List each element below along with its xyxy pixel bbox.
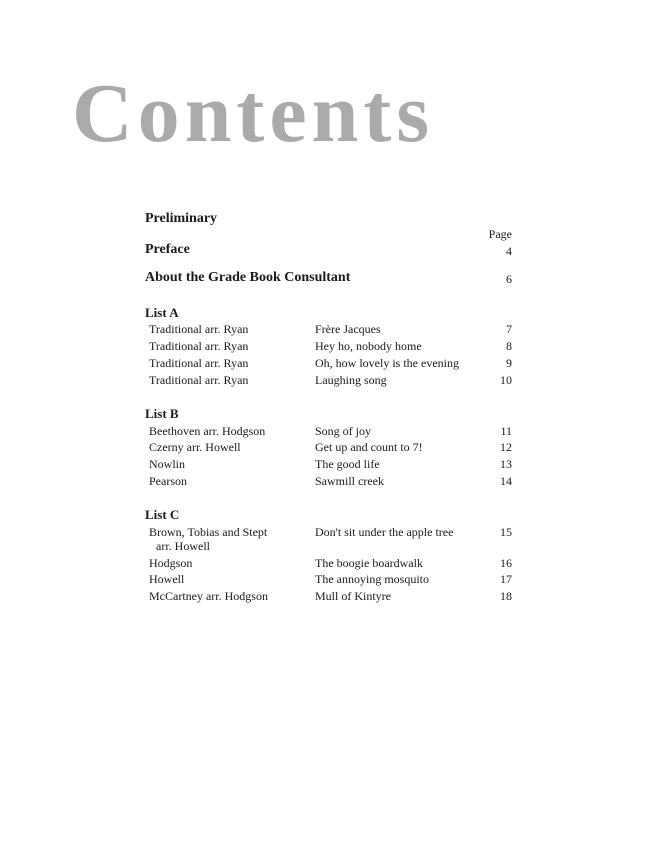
list-b-page: 14 — [500, 474, 512, 488]
list-c-page: 18 — [500, 589, 512, 603]
list-a-title: Oh, how lovely is the evening — [315, 356, 459, 370]
list-b-composer: Nowlin — [149, 457, 185, 471]
list-b-composer: Beethoven arr. Hodgson — [149, 424, 266, 438]
list-a-composer: Traditional arr. Ryan — [149, 322, 249, 336]
list-c-composer: Hodgson — [149, 556, 193, 570]
list-b-title: The good life — [315, 457, 380, 471]
list-a-page: 9 — [506, 356, 512, 370]
list-c-title: The boogie boardwalk — [315, 556, 423, 570]
list-b-composer: Pearson — [149, 474, 187, 488]
list-c-page: 17 — [500, 572, 512, 586]
list-a-composer: Traditional arr. Ryan — [149, 373, 249, 387]
list-b-title: Get up and count to 7! — [315, 440, 423, 454]
preface-label: Preface — [145, 242, 190, 257]
list-c-composer: Brown, Tobias and Stept — [149, 525, 268, 539]
list-a-title: Frère Jacques — [315, 322, 381, 336]
list-c-composer-line2: arr. Howell — [156, 539, 210, 553]
list-b-title: Song of joy — [315, 424, 372, 438]
list-c-page: 16 — [500, 556, 512, 570]
list-c-title: Mull of Kintyre — [315, 589, 391, 603]
preface-page: 4 — [506, 244, 512, 258]
list-c-title: The annoying mosquito — [315, 572, 429, 586]
list-c-composer: Howell — [149, 572, 185, 586]
list-a-title: Hey ho, nobody home — [315, 339, 422, 353]
list-a-heading: List A — [145, 305, 179, 320]
list-b-composer: Czerny arr. Howell — [149, 440, 241, 454]
list-b-page: 13 — [500, 457, 512, 471]
page-title: Contents — [72, 67, 435, 160]
list-c-heading: List C — [145, 507, 180, 522]
list-b-page: 12 — [500, 440, 512, 454]
list-a-page: 7 — [506, 322, 512, 336]
list-a-composer: Traditional arr. Ryan — [149, 339, 249, 353]
list-b-page: 11 — [500, 424, 512, 438]
preliminary-heading: Preliminary — [145, 211, 218, 226]
about-consultant-page: 6 — [506, 272, 512, 286]
about-consultant-label: About the Grade Book Consultant — [145, 270, 351, 285]
list-c-composer: McCartney arr. Hodgson — [149, 589, 268, 603]
list-a-title: Laughing song — [315, 373, 387, 387]
list-a-page: 10 — [500, 373, 512, 387]
list-c-title: Don't sit under the apple tree — [315, 525, 454, 539]
page-column-label: Page — [488, 227, 512, 241]
list-c-page: 15 — [500, 525, 512, 539]
list-b-heading: List B — [145, 406, 179, 421]
list-b-title: Sawmill creek — [315, 474, 384, 488]
list-a-page: 8 — [506, 339, 512, 353]
list-a-composer: Traditional arr. Ryan — [149, 356, 249, 370]
